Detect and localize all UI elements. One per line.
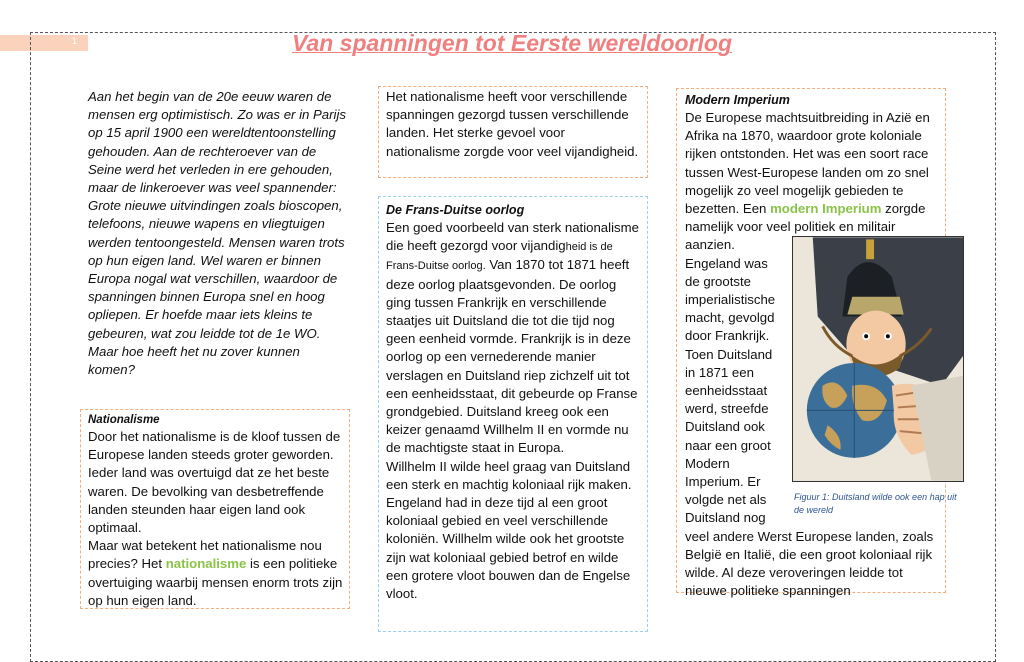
nationalism-text-a: Maar wat betekent het nationalisme nou precies? Het bbox=[88, 538, 322, 572]
franco-german-text-a: Een goed voorbeeld van sterk nationalisme die heeft gezorgd voor vijandig bbox=[386, 220, 639, 254]
summary-text: Het nationalisme heeft voor verschillende spanningen gezorgd tussen verschillende landen. Het sterke gevoel voor nationalisme zorgde voor veel vijandigheid. bbox=[386, 89, 639, 159]
franco-german-heading: De Frans-Duitse oorlog bbox=[386, 203, 525, 217]
intro-paragraph: Aan het begin van de 20e eeuw waren de mensen erg optimistisch. Zo was er in Parijs op 15 april 1900 een wereldtentoonstelling gehouden. Aan de rechteroever van de Seine werd het verleden in ere gehouden, maar de linkeroever was veel spannender: Grote nieuwe uitvindingen zoals bioscopen, telefoons, nieuwe wapens en vliegtuigen werden tentoongesteld. Mensen waren trots op hun eigen land. Wel waren er binnen Europa nogal wat verschillen, waardoor de spanningen binnen Europa snel en hoog opliepen. Er hoefde maar iets kleins te gebeuren, wat zou leidde tot de 1e WO. Maar hoe heeft het nu zover kunnen komen? bbox=[88, 89, 346, 378]
modern-empire-box bbox=[676, 88, 957, 599]
modern-empire-text-b: Engeland was de grootste imperialistische macht, gevolgd door Frankrijk. Toen Duitsland in 1871 een eenheidsstaat werd, streefde Duitsland ook naar een groot Modern Imperium. Er volgde net als Duitsland nog veel andere Werst Europese landen, zoals België en Italië, die een groot koloniaal rijk wilde. Al deze veroveringen leidde tot nieuwe politieke spanningen bbox=[685, 255, 934, 599]
nationalism-highlight: nationalisme bbox=[165, 556, 247, 572]
kaiser-globe-cartoon-image[interactable] bbox=[792, 236, 964, 482]
figure-1 bbox=[792, 236, 964, 517]
nationalism-paragraph-1: Door het nationalisme is de kloof tussen de Europese landen steeds groter geworden. Ieder land was overtuigd dat ze het beste waren. De bevolking van desbetreffende landen steunden haar eigen land ook optimaal. bbox=[88, 429, 341, 536]
franco-german-text-b: Van 1870 tot 1871 heeft deze oorlog plaatsgevonden. De oorlog ging tussen Frankrijk en verschillende staatjes uit Duitsland die tot die tijd nog geen eenheid vormde. Frankrijk is in deze oorlog op een vernederende manier verslagen en Duitsland riep zichzelf uit tot een eenheidsstaat, dit gebeurde op Franse grondgebied. Duitsland kreeg ook een keizer genaamd Willhelm II en vormde nu de machtigste staat in Europa. bbox=[386, 257, 638, 456]
modern-empire-text-a: De Europese machtsuitbreiding in Azië en Afrika na 1870, waardoor grote koloniale rijken ontstonden. Het was een soort race tussen West-Europese landen om zo snel mogelijk zo veel mogelijk gebieden te bezetten. Een bbox=[685, 110, 930, 217]
franco-german-war-box bbox=[378, 196, 648, 632]
franco-german-text-small: heid is de Frans-Duitse oorlog. bbox=[386, 241, 613, 273]
nationalism-paragraph-2 bbox=[88, 537, 344, 610]
nationalism-text-b: is een politieke overtuiging waarbij mensen enorm trots zijn op hun eigen land. bbox=[88, 556, 343, 608]
modern-empire-text-b-part1: zorgde namelijk voor veel politiek en militair aanzien. bbox=[685, 201, 926, 253]
modern-empire-highlight: modern Imperium bbox=[770, 201, 882, 217]
page-title: Van spanningen tot Eerste wereldoorlog bbox=[291, 30, 733, 56]
franco-german-paragraph-2: Willhelm II wilde heel graag van Duitsland een sterk en machtig koloniaal rijk maken. Engeland had in deze tijd al een groot koloniaal gebied en veel verschillende koloniën. Willhelm wilde ook het grootste zijn wat koloniaal gebied betrof en wilde een grotere vloot bouwen dan de Engelse vloot. bbox=[386, 458, 632, 602]
modern-empire-paragraph bbox=[685, 109, 957, 600]
summary-box bbox=[378, 86, 648, 178]
nationalism-box bbox=[80, 409, 350, 609]
franco-german-paragraph-1 bbox=[386, 219, 640, 458]
page-number: 1 bbox=[72, 36, 78, 46]
nationalism-heading: Nationalisme bbox=[88, 414, 160, 426]
modern-empire-heading: Modern Imperium bbox=[685, 93, 790, 107]
figure-caption: Figuur 1: Duitsland wilde ook een hap uit de wereld bbox=[794, 492, 957, 516]
